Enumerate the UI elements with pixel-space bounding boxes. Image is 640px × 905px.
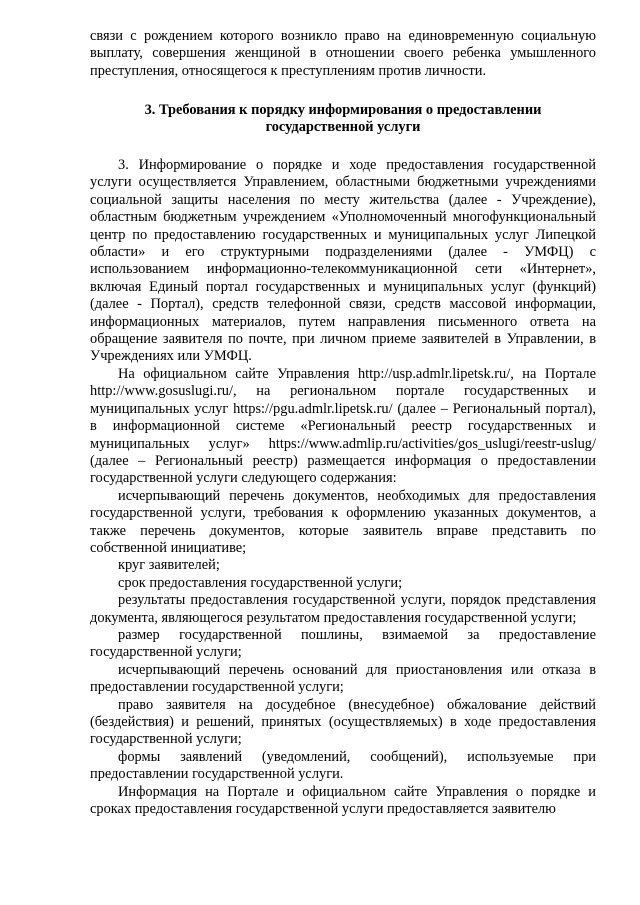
list-item-results: результаты предоставления государственной услуги, порядок представления документа, являющегося результатом предоставления государственной услуги; (90, 592, 596, 626)
list-item-forms: формы заявлений (уведомлений, сообщений), используемые при предоставлении государственной услуги. (90, 748, 596, 783)
list-item-documents: исчерпывающий перечень документов, необходимых для предоставления государственной услуги, требования к оформлению указанных документов, а также перечень документов, которые заявитель вправе представить по собственной инициативе; (90, 487, 596, 556)
section-heading: 3. Требования к порядку информирования о предоставлении государственной услуги (144, 102, 542, 136)
body-text (90, 157, 596, 818)
intro-paragraph: связи с рождением которого возникло право на единовременную социальную выплату, совершения женщиной в отношении своего ребенка умышленного преступления, относящегося к преступлениям против личности. (90, 28, 596, 79)
section-heading-block (90, 102, 596, 137)
paragraph-portal-info: Информация на Портале и официальном сайте Управления о порядке и сроках предоставления государственной услуги предоставляется заявителю (90, 783, 596, 818)
intro-block (90, 28, 596, 80)
list-item-refusal-grounds: исчерпывающий перечень оснований для приостановления или отказа в предоставлении государственной услуги; (90, 661, 596, 696)
list-item-applicants: круг заявителей; (118, 557, 220, 574)
list-item-term: срок предоставления государственной услуги; (118, 574, 403, 591)
paragraph-informing: 3. Информирование о порядке и ходе предоставления государственной услуги осуществляется Управлением, областными бюджетными учреждениями социальной защиты населения по месту жительства (далее - Учреждение), областным бюджетным учреждением «Уполномоченный многофункциональный центр по предоставлению государственных и муниципальных услуг Липецкой области» и его структурными подразделениями (далее - УМФЦ) с использованием информационно-телекоммуникационной сети «Интернет», включая Единый портал государственных и муниципальных услуг (функций) (далее - Портал), средств телефонной связи, средств массовой информации, информационных материалов, путем направления письменного ответа на обращение заявителя по почте, при личном приеме заявителей в Управлении, в Учреждениях или УМФЦ. (90, 157, 596, 365)
list-item-appeal-right: право заявителя на досудебное (внесудебное) обжалование действий (бездействия) и решений, принятых (осуществляемых) в ходе предоставления государственной услуги; (90, 696, 596, 748)
paragraph-websites: На официальном сайте Управления http://usp.admlr.lipetsk.ru/, на Портале http://www.gosuslugi.ru/, на региональном портале государственных и муниципальных услуг https://pgu.admlr.lipetsk.ru/ (далее – Региональный портал), в информационной системе «Региональный реестр государственных и муниципальных услуг» https://www.admlip.ru/activities/gos_uslugi/reestr-uslug/ (далее – Региональный реестр) размещается информация о предоставлении государственной услуги следующего содержания: (90, 365, 596, 487)
list-item-fee: размер государственной пошлины, взимаемой за предоставление государственной услуги; (90, 626, 596, 661)
